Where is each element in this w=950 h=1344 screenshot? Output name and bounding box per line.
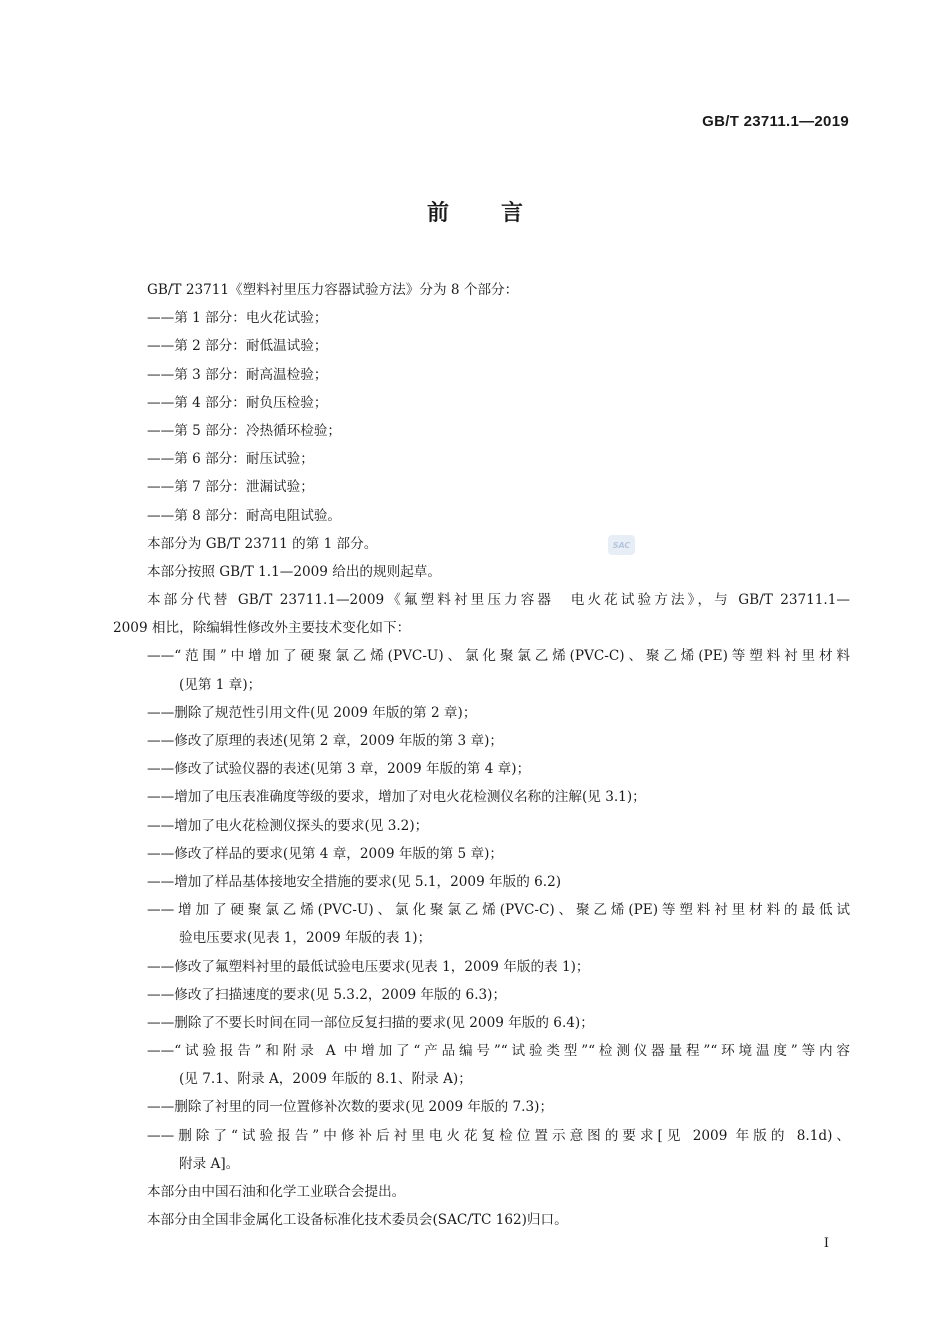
text-line: 本部分为 GB/T 23711 的第 1 部分。 <box>147 535 378 552</box>
text-line: ——修改了原理的表述(见第 2 章，2009 年版的第 3 章)； <box>147 733 503 749</box>
text-line: 本部分由中国石油和化学工业联合会提出。 <box>147 1184 406 1200</box>
text-line: ——增加了硬聚氯乙烯(PVC-U)、氯化聚氯乙烯(PVC-C)、聚乙烯(PE)等塑料衬里材料的最低试 <box>147 902 850 919</box>
text-line: 本部分由全国非金属化工设备标准化技术委员会(SAC/TC 162)归口。 <box>147 1212 568 1229</box>
text-line: ——增加了样品基体接地安全措施的要求(见 5.1，2009 年版的 6.2) <box>147 873 562 890</box>
text-line: 附录 A]。 <box>179 1155 240 1172</box>
text-line: ——“范围”中增加了硬聚氯乙烯(PVC-U)、氯化聚氯乙烯(PVC-C)、聚乙烯(PE)等塑料衬里材料 <box>147 648 850 665</box>
page-title: 前言 <box>426 201 575 226</box>
text-line: ——删除了不要长时间在同一部位反复扫描的要求(见 2009 年版的 6.4)； <box>147 1014 594 1031</box>
text-line: ——第 4 部分：耐负压检验； <box>147 394 328 411</box>
sac-watermark-logo: SAC <box>608 535 635 555</box>
text-line: ——第 1 部分：电火花试验； <box>147 310 328 327</box>
text-line: ——删除了“试验报告”中修补后衬里电火花复检位置示意图的要求[见 2009 年版的 8.1d)、 <box>147 1127 850 1144</box>
page-number: I <box>823 1236 829 1251</box>
text-line: ——修改了扫描速度的要求(见 5.3.2，2009 年版的 6.3)； <box>147 986 507 1003</box>
text-line: ——第 5 部分：冷热循环检验； <box>147 422 342 439</box>
text-line: ——增加了电压表准确度等级的要求，增加了对电火花检测仪名称的注解(见 3.1)； <box>147 789 646 806</box>
text-line: 验电压要求(见表 1，2009 年版的表 1)； <box>179 930 432 947</box>
text-line: ——删除了衬里的同一位置修补次数的要求(见 2009 年版的 7.3)； <box>147 1099 554 1116</box>
text-line: ——修改了试验仪器的表述(见第 3 章，2009 年版的第 4 章)； <box>147 761 531 778</box>
foreword-body <box>113 276 850 1234</box>
text-line: ——修改了氟塑料衬里的最低试验电压要求(见表 1，2009 年版的表 1)； <box>147 958 590 975</box>
text-line: ——第 7 部分：泄漏试验； <box>147 479 314 496</box>
text-line: 本部分按照 GB/T 1.1—2009 给出的规则起草。 <box>147 563 441 580</box>
text-line: 2009 相比，除编辑性修改外主要技术变化如下： <box>113 620 411 637</box>
text-line: ——删除了规范性引用文件(见 2009 年版的第 2 章)； <box>147 704 477 721</box>
text-line: ——第 2 部分：耐低温试验； <box>147 338 328 355</box>
standard-number: GB/T 23711.1—2019 <box>702 113 849 130</box>
text-line: ——第 8 部分：耐高电阻试验。 <box>147 507 342 524</box>
text-line: ——增加了电火花检测仪探头的要求(见 3.2)； <box>147 817 429 834</box>
text-line: (见 7.1、附录 A，2009 年版的 8.1、附录 A)； <box>179 1071 472 1088</box>
text-line: ——“试验报告”和附录 A 中增加了“产品编号”“试验类型”“检测仪器量程”“环境温度”等内容 <box>147 1043 850 1060</box>
text-line: ——第 3 部分：耐高温检验； <box>147 366 328 383</box>
text-line: ——第 6 部分：耐压试验； <box>147 451 314 468</box>
text-line: GB/T 23711《塑料衬里压力容器试验方法》分为 8 个部分： <box>147 282 519 298</box>
text-line: 本部分代替 GB/T 23711.1—2009《氟塑料衬里压力容器 电火花试验方法》，与 GB/T 23711.1— <box>147 592 850 609</box>
text-line: (见第 1 章)； <box>179 676 262 693</box>
text-line: ——修改了样品的要求(见第 4 章，2009 年版的第 5 章)； <box>147 845 503 862</box>
